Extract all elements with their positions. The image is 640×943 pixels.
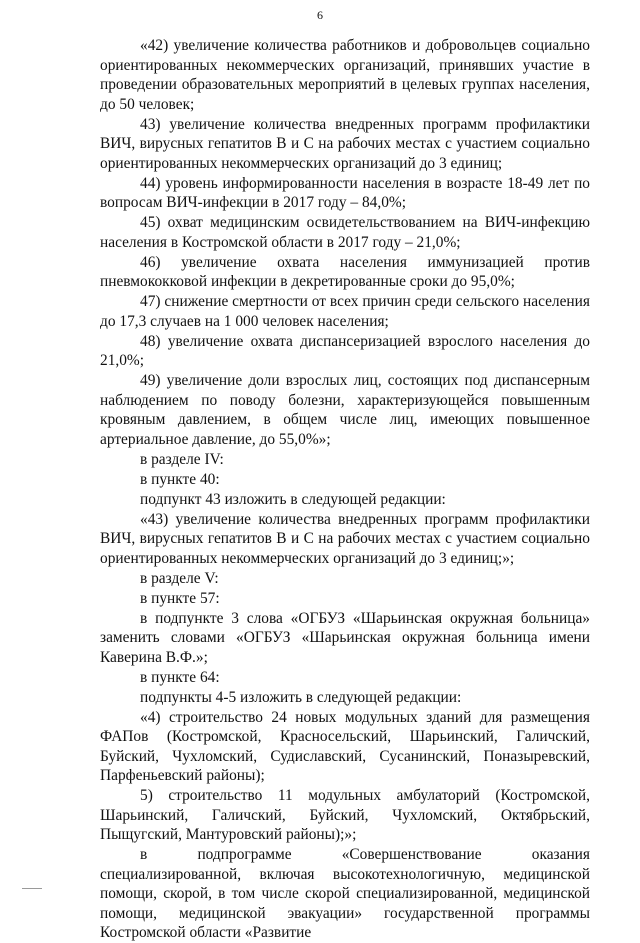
paragraph-item-49: 49) увеличение доли взрослых лиц, состоящих под диспансерным наблюдением по поводу болезни, характеризующейся повышенным кровяным давлением, в общем числе лиц, имеющих повышенное артериальное давление, до 55,0%»;	[100, 372, 590, 448]
document-body	[100, 36, 590, 943]
paragraph-item-47: 47) снижение смертности от всех причин среди сельского населения до 17,3 случаев на 1 000 человек населения;	[100, 293, 590, 330]
paragraph-subclause-43-text: «43) увеличение количества внедренных программ профилактики ВИЧ, вирусных гепатитов В и С на рабочих местах с участием социально ориентированных некоммерческих организаций до 3 единиц;»;	[100, 510, 590, 567]
paragraph-clause-57: в пункте 57:	[140, 589, 220, 607]
paragraph-subclause-3-replace: в подпункте 3 слова «ОГБУЗ «Шарьинская окружная больница» заменить словами «ОГБУЗ «Шарьинская окружная больница имени Каверина В.Ф.»;	[100, 609, 590, 666]
paragraph-clause-64: в пункте 64:	[140, 668, 220, 686]
paragraph-item-45: 45) охват медицинским освидетельствованием на ВИЧ-инфекцию населения в Костромской области в 2017 году – 21,0%;	[100, 214, 590, 251]
paragraph-subprogram: в подпрограмме «Совершенствование оказания специализированной, включая высокотехнологичную, медицинской помощи, скорой, в том числе скорой специализированной, медицинской помощи, медицинской эвакуации» государственной программы Костромской области «Развитие	[100, 846, 590, 941]
paragraph-item-44: 44) уровень информированности населения в возрасте 18-49 лет по вопросам ВИЧ-инфекции в 2017 году – 84,0%;	[100, 174, 590, 211]
paragraph-item-42: «42) увеличение количества работников и добровольцев социально ориентированных некоммерческих организаций, принявших участие в проведении образовательных мероприятий в целевых группах населения, до 50 человек;	[100, 37, 590, 113]
paragraph-subclauses-4-5-instruction: подпункты 4-5 изложить в следующей редакции:	[140, 688, 462, 706]
paragraph-section-v: в разделе V:	[140, 569, 219, 587]
paragraph-subclause-4-text: «4) строительство 24 новых модульных зданий для размещения ФАПов (Костромской, Красносельский, Шарьинский, Галичский, Буйский, Чухломский, Судиславский, Сусанинский, Поназыревский, Парфеньевский районы);	[100, 708, 590, 784]
scan-edge-mark	[22, 888, 42, 889]
paragraph-item-46: 46) увеличение охвата населения иммунизацией против пневмококковой инфекции в декретированные сроки до 95,0%;	[100, 253, 590, 290]
paragraph-subclause-43-instruction: подпункт 43 изложить в следующей редакции:	[140, 490, 446, 508]
paragraph-item-43: 43) увеличение количества внедренных программ профилактики ВИЧ, вирусных гепатитов В и С на рабочих местах с участием социально ориентированных некоммерческих организаций до 3 единиц;	[100, 115, 590, 172]
paragraph-section-iv: в разделе IV:	[140, 450, 224, 468]
paragraph-subclause-5-text: 5) строительство 11 модульных амбулаторий (Костромской, Шарьинский, Галичский, Буйский, Чухломский, Октябрьский, Пыщугский, Мантуровский районы);»;	[100, 787, 590, 843]
paragraph-item-48: 48) увеличение охвата диспансеризацией взрослого населения до 21,0%;	[100, 332, 590, 369]
paragraph-clause-40: в пункте 40:	[140, 470, 220, 488]
page-number: 6	[317, 8, 323, 22]
